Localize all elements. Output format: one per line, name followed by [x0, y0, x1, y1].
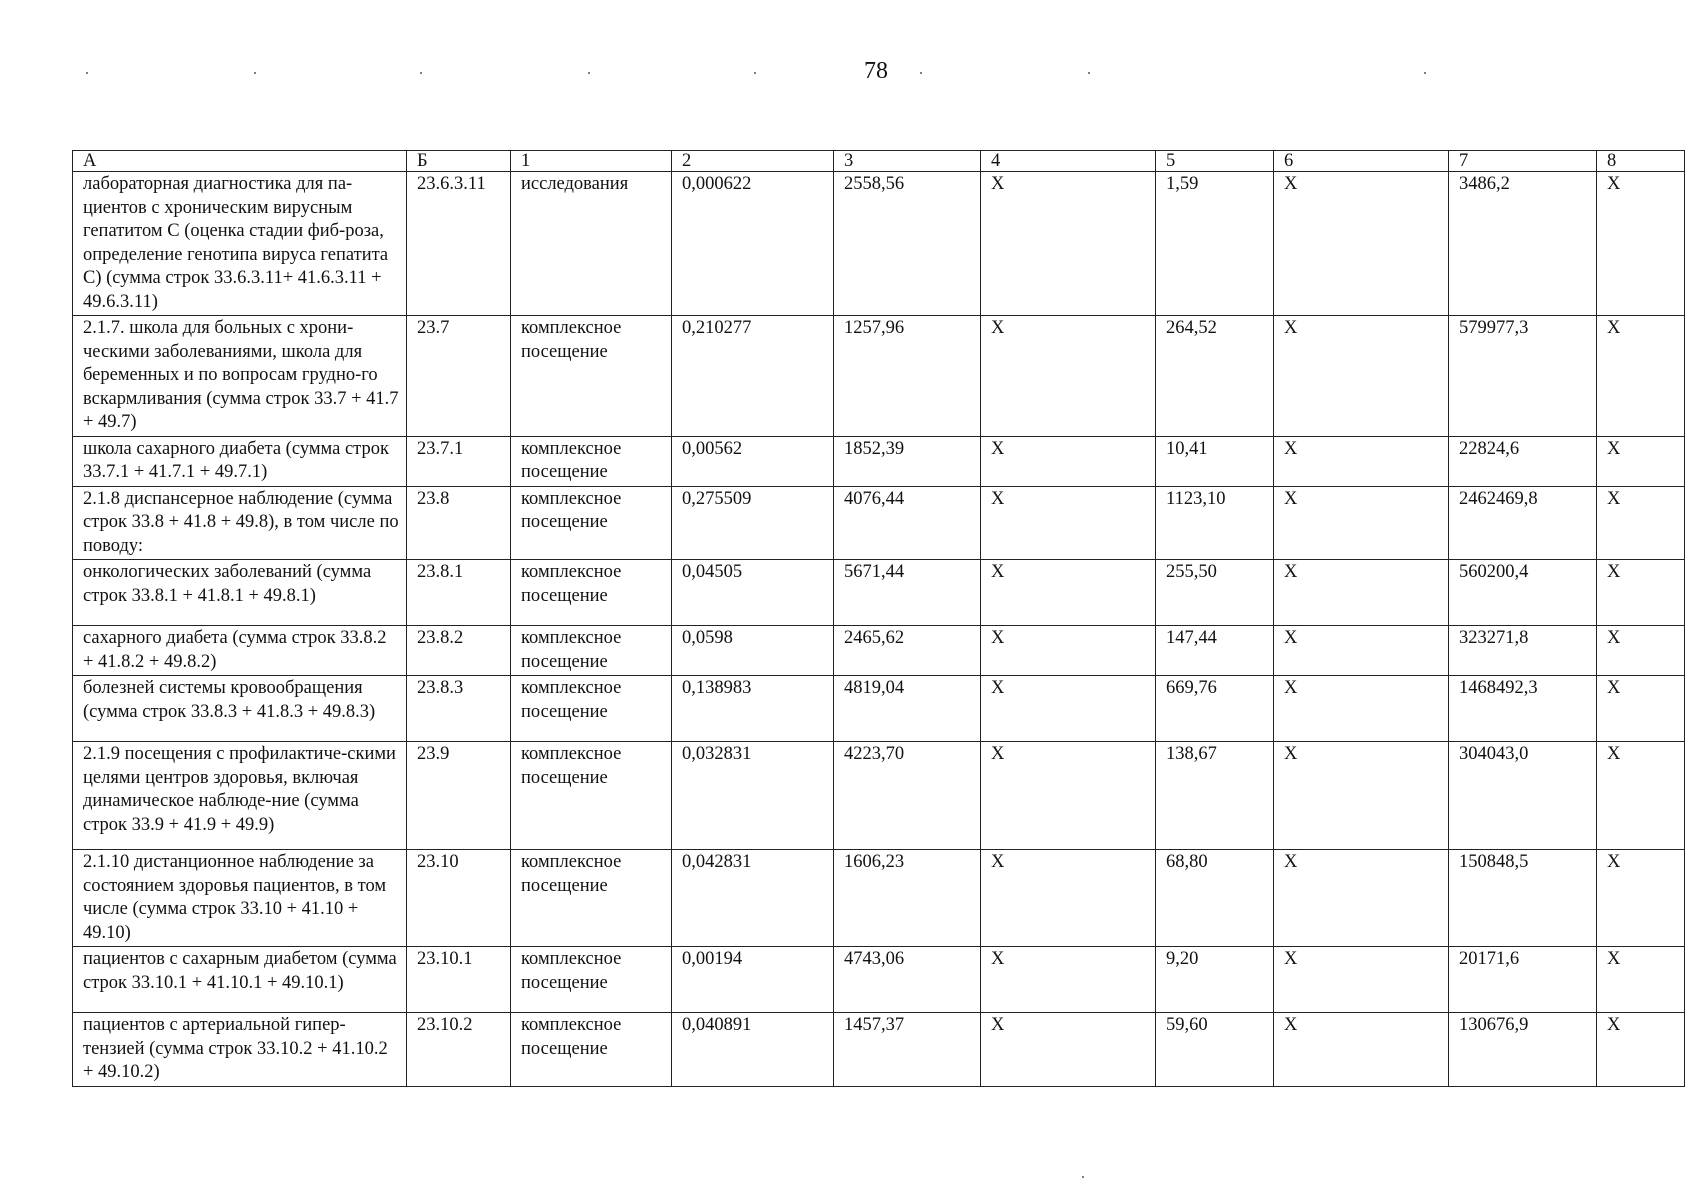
- norm-cell: 0,04505: [672, 560, 834, 626]
- scan-dot: [86, 72, 88, 74]
- cost-cell: 4743,06: [834, 947, 981, 1013]
- cost-cell: 4223,70: [834, 742, 981, 850]
- row-label-cell: онкологических заболеваний (сумма строк 33.8.1 + 41.8.1 + 49.8.1): [73, 560, 407, 626]
- per-capita-cell: 264,52: [1156, 316, 1274, 437]
- table-row: [73, 560, 1685, 626]
- cost-cell: 1852,39: [834, 436, 981, 486]
- col6-cell: X: [1274, 316, 1449, 437]
- table-row: [73, 316, 1685, 437]
- per-capita-cell: 138,67: [1156, 742, 1274, 850]
- row-label-cell: пациентов с артериальной гипер-тензией (сумма строк 33.10.2 + 41.10.2 + 49.10.2): [73, 1013, 407, 1087]
- table-row: [73, 850, 1685, 947]
- column-header-row: [73, 151, 1685, 172]
- unit-cell: комплексное посещение: [511, 742, 672, 850]
- unit-cell: исследования: [511, 172, 672, 316]
- cost-cell: 4076,44: [834, 486, 981, 560]
- column-header: А: [73, 151, 407, 172]
- table-row: [73, 172, 1685, 316]
- table-row: [73, 947, 1685, 1013]
- cost-cell: 5671,44: [834, 560, 981, 626]
- norm-cell: 0,00562: [672, 436, 834, 486]
- col6-cell: X: [1274, 436, 1449, 486]
- per-capita-cell: 147,44: [1156, 626, 1274, 676]
- cost-cell: 1257,96: [834, 316, 981, 437]
- scan-dot: [420, 72, 422, 74]
- total-cell: 150848,5: [1449, 850, 1597, 947]
- row-code-cell: 23.8.3: [407, 676, 511, 742]
- col4-cell: X: [981, 626, 1156, 676]
- row-code-cell: 23.7: [407, 316, 511, 437]
- norm-cell: 0,00194: [672, 947, 834, 1013]
- col4-cell: X: [981, 316, 1156, 437]
- column-header: 8: [1597, 151, 1685, 172]
- scan-dot: [1424, 72, 1426, 74]
- column-header: 1: [511, 151, 672, 172]
- scan-dot: [254, 72, 256, 74]
- col6-cell: X: [1274, 676, 1449, 742]
- row-code-cell: 23.10: [407, 850, 511, 947]
- per-capita-cell: 68,80: [1156, 850, 1274, 947]
- total-cell: 3486,2: [1449, 172, 1597, 316]
- table-row: [73, 486, 1685, 560]
- col4-cell: X: [981, 436, 1156, 486]
- row-code-cell: 23.10.1: [407, 947, 511, 1013]
- column-header: Б: [407, 151, 511, 172]
- unit-cell: комплексное посещение: [511, 486, 672, 560]
- norm-cell: 0,275509: [672, 486, 834, 560]
- col6-cell: X: [1274, 486, 1449, 560]
- scan-dot: [588, 72, 590, 74]
- col6-cell: X: [1274, 172, 1449, 316]
- data-table: [72, 150, 1685, 1087]
- scan-dot: [1082, 1176, 1084, 1178]
- col4-cell: X: [981, 1013, 1156, 1087]
- total-cell: 20171,6: [1449, 947, 1597, 1013]
- table-row: [73, 626, 1685, 676]
- row-code-cell: 23.8: [407, 486, 511, 560]
- cost-cell: 2465,62: [834, 626, 981, 676]
- total-cell: 560200,4: [1449, 560, 1597, 626]
- col4-cell: X: [981, 172, 1156, 316]
- col8-cell: X: [1597, 436, 1685, 486]
- norm-cell: 0,000622: [672, 172, 834, 316]
- column-header: 3: [834, 151, 981, 172]
- unit-cell: комплексное посещение: [511, 626, 672, 676]
- col8-cell: X: [1597, 742, 1685, 850]
- unit-cell: комплексное посещение: [511, 560, 672, 626]
- unit-cell: комплексное посещение: [511, 436, 672, 486]
- total-cell: 130676,9: [1449, 1013, 1597, 1087]
- col8-cell: X: [1597, 560, 1685, 626]
- col4-cell: X: [981, 947, 1156, 1013]
- col4-cell: X: [981, 560, 1156, 626]
- norm-cell: 0,040891: [672, 1013, 834, 1087]
- col6-cell: X: [1274, 1013, 1449, 1087]
- col6-cell: X: [1274, 560, 1449, 626]
- norm-cell: 0,0598: [672, 626, 834, 676]
- row-label-cell: 2.1.7. школа для больных с хрони-ческими заболеваниями, школа для беременных и по вопросам грудно-го вскармливания (сумма строк 33.7 + 41.7 + 49.7): [73, 316, 407, 437]
- cost-cell: 1457,37: [834, 1013, 981, 1087]
- row-label-cell: сахарного диабета (сумма строк 33.8.2 + 41.8.2 + 49.8.2): [73, 626, 407, 676]
- column-header: 2: [672, 151, 834, 172]
- col8-cell: X: [1597, 172, 1685, 316]
- total-cell: 22824,6: [1449, 436, 1597, 486]
- row-label-cell: болезней системы кровообращения (сумма строк 33.8.3 + 41.8.3 + 49.8.3): [73, 676, 407, 742]
- col8-cell: X: [1597, 486, 1685, 560]
- per-capita-cell: 10,41: [1156, 436, 1274, 486]
- row-code-cell: 23.10.2: [407, 1013, 511, 1087]
- row-label-cell: 2.1.9 посещения с профилактиче-скими целями центров здоровья, включая динамическое наблюде-ние (сумма строк 33.9 + 41.9 + 49.9): [73, 742, 407, 850]
- column-header: 7: [1449, 151, 1597, 172]
- table-row: [73, 1013, 1685, 1087]
- scan-dot: [754, 72, 756, 74]
- row-code-cell: 23.8.2: [407, 626, 511, 676]
- row-code-cell: 23.8.1: [407, 560, 511, 626]
- unit-cell: комплексное посещение: [511, 947, 672, 1013]
- column-header: 4: [981, 151, 1156, 172]
- table-row: [73, 742, 1685, 850]
- row-code-cell: 23.6.3.11: [407, 172, 511, 316]
- col4-cell: X: [981, 676, 1156, 742]
- unit-cell: комплексное посещение: [511, 850, 672, 947]
- total-cell: 323271,8: [1449, 626, 1597, 676]
- row-code-cell: 23.7.1: [407, 436, 511, 486]
- col8-cell: X: [1597, 947, 1685, 1013]
- scan-dot: [920, 72, 922, 74]
- table-row: [73, 676, 1685, 742]
- col6-cell: X: [1274, 742, 1449, 850]
- per-capita-cell: 669,76: [1156, 676, 1274, 742]
- col8-cell: X: [1597, 626, 1685, 676]
- unit-cell: комплексное посещение: [511, 1013, 672, 1087]
- row-label-cell: школа сахарного диабета (сумма строк 33.7.1 + 41.7.1 + 49.7.1): [73, 436, 407, 486]
- cost-cell: 2558,56: [834, 172, 981, 316]
- col4-cell: X: [981, 742, 1156, 850]
- per-capita-cell: 1123,10: [1156, 486, 1274, 560]
- col6-cell: X: [1274, 947, 1449, 1013]
- col6-cell: X: [1274, 626, 1449, 676]
- column-header: 6: [1274, 151, 1449, 172]
- norm-cell: 0,210277: [672, 316, 834, 437]
- col4-cell: X: [981, 486, 1156, 560]
- table-row: [73, 436, 1685, 486]
- norm-cell: 0,138983: [672, 676, 834, 742]
- cost-cell: 1606,23: [834, 850, 981, 947]
- col8-cell: X: [1597, 1013, 1685, 1087]
- row-label-cell: 2.1.10 дистанционное наблюдение за состоянием здоровья пациентов, в том числе (сумма строк 33.10 + 41.10 + 49.10): [73, 850, 407, 947]
- row-code-cell: 23.9: [407, 742, 511, 850]
- col6-cell: X: [1274, 850, 1449, 947]
- row-label-cell: 2.1.8 диспансерное наблюдение (сумма строк 33.8 + 41.8 + 49.8), в том числе по поводу:: [73, 486, 407, 560]
- col8-cell: X: [1597, 316, 1685, 437]
- unit-cell: комплексное посещение: [511, 676, 672, 742]
- col4-cell: X: [981, 850, 1156, 947]
- column-header: 5: [1156, 151, 1274, 172]
- per-capita-cell: 1,59: [1156, 172, 1274, 316]
- norm-cell: 0,032831: [672, 742, 834, 850]
- total-cell: 1468492,3: [1449, 676, 1597, 742]
- per-capita-cell: 255,50: [1156, 560, 1274, 626]
- col8-cell: X: [1597, 850, 1685, 947]
- norm-cell: 0,042831: [672, 850, 834, 947]
- scan-dot: [1088, 72, 1090, 74]
- unit-cell: комплексное посещение: [511, 316, 672, 437]
- total-cell: 579977,3: [1449, 316, 1597, 437]
- cost-cell: 4819,04: [834, 676, 981, 742]
- col8-cell: X: [1597, 676, 1685, 742]
- total-cell: 304043,0: [1449, 742, 1597, 850]
- per-capita-cell: 9,20: [1156, 947, 1274, 1013]
- page-number: 78: [864, 58, 888, 84]
- row-label-cell: лабораторная диагностика для па-циентов с хроническим вирусным гепатитом С (оценка стадии фиб-роза, определение генотипа вируса гепатита С) (сумма строк 33.6.3.11+ 41.6.3.11 + 49.6.3.11): [73, 172, 407, 316]
- row-label-cell: пациентов с сахарным диабетом (сумма строк 33.10.1 + 41.10.1 + 49.10.1): [73, 947, 407, 1013]
- per-capita-cell: 59,60: [1156, 1013, 1274, 1087]
- total-cell: 2462469,8: [1449, 486, 1597, 560]
